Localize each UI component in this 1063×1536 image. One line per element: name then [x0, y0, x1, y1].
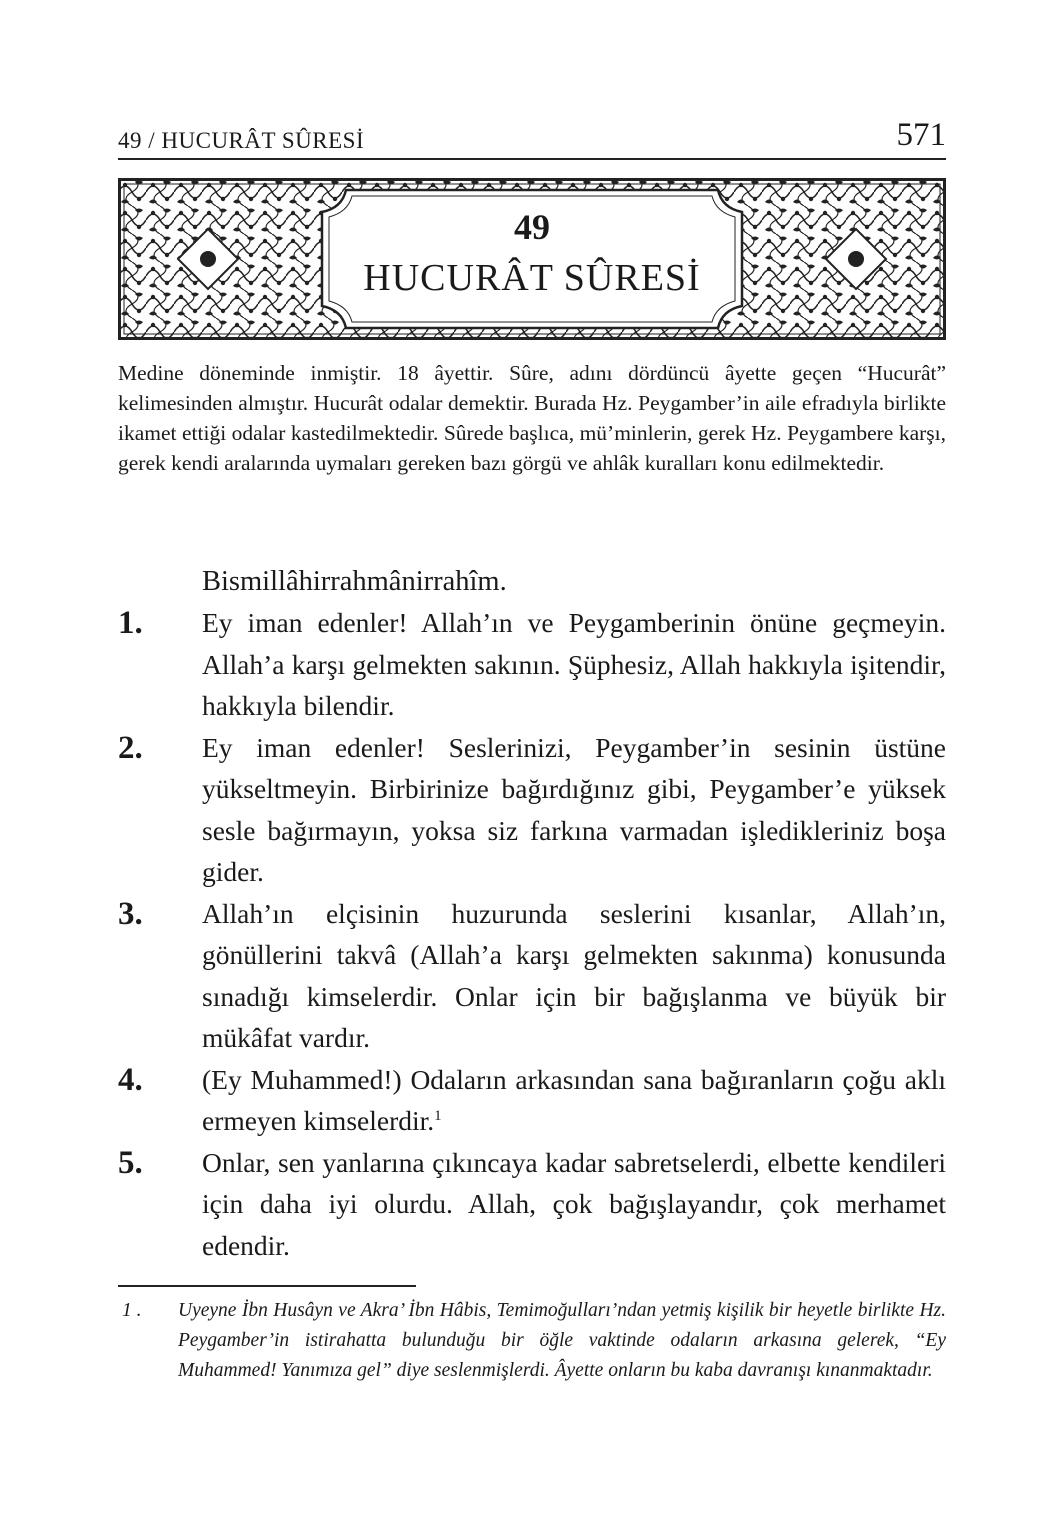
verse-4: [118, 1059, 946, 1142]
page-number: 571: [896, 117, 946, 153]
footnote-mark: 1 .: [122, 1300, 142, 1321]
footnote-reference[interactable]: 1: [434, 1107, 442, 1124]
footnote-text: Uyeyne İbn Husâyn ve Akra’ İbn Hâbis, Temimoğulları’ndan yetmiş kişilik bir heyetle birlikte Hz. Peygamber’in istirahatta bulunduğu bir öğle vaktinde odaların arkasına gelerek, “Ey Muhammed! Yanımıza gel” diye seslenmişlerdi. Âyette onların bu kaba davranışı kınanmaktadır.: [178, 1300, 946, 1381]
intro-paragraph: Medine döneminde inmiştir. 18 âyettir. Sûre, adını dördüncü âyette geçen “Hucurât” kelimesinden almıştır. Hucurât odalar demektir. Burada Hz. Peygamber’in aile efradıyla birlikte ikamet ettiği odalar kastedilmektedir. Sûrede başlıca, mü’minlerin, gerek Hz. Peygambere karşı, gerek kendi aralarında uymaları gereken bazı görgü ve ahlâk kuralları konu edilmektedir.: [118, 361, 946, 475]
running-title: 49 / HUCURÂT SÛRESİ: [118, 128, 365, 153]
footnote-divider: [118, 1285, 416, 1287]
verse-5: [118, 1142, 946, 1267]
verse-number: 4.: [118, 1061, 143, 1098]
verse-number: 5.: [118, 1144, 143, 1181]
verse-list: [118, 562, 946, 1266]
footnote: [118, 1296, 946, 1386]
verse-number: 2.: [118, 729, 143, 766]
basmala: Bismillâhirrahmânirrahîm.: [202, 566, 507, 597]
verse-1: [118, 602, 946, 727]
verse-text: Onlar, sen yanlarına çıkıncaya kadar sabretselerdi, elbette kendileri için daha iyi olurdu. Allah, çok bağışlayandır, çok merhamet edendir.: [202, 1146, 946, 1261]
verse-text: (Ey Muhammed!) Odaların arkasından sana bağıranların çoğu aklı ermeyen kimselerdir.: [202, 1063, 946, 1136]
verse-text: Ey iman edenler! Seslerinizi, Peygamber’in sesinin üstüne yükseltmeyin. Birbirinize bağırdığınız gibi, Peygamber’e yüksek sesle bağırmayın, yoksa siz farkına varmadan işledikleriniz boşa gider.: [202, 731, 946, 887]
verse-2: [118, 727, 946, 893]
sura-introduction: [118, 358, 946, 478]
sura-banner: [118, 178, 946, 340]
sura-name: HUCURÂT SÛRESİ: [363, 257, 701, 299]
verse-text: Ey iman edenler! Allah’ın ve Peygamberinin önüne geçmeyin. Allah’a karşı gelmekten sakının. Şüphesiz, Allah hakkıyla işitendir, hakkıyla bilendir.: [202, 607, 946, 721]
running-head: [118, 112, 946, 160]
verse-3: [118, 893, 946, 1059]
verse-number: 3.: [118, 895, 143, 932]
verse-text-container: [202, 1059, 946, 1142]
verse-text: Allah’ın elçisinin huzurunda seslerini kısanlar, Allah’ın, gönüllerini takvâ (Allah’a karşı gelmekten sakınma) konusunda sınadığı kimselerdir. Onlar için bir bağışlanma ve büyük bir mükâfat vardır.: [202, 897, 946, 1053]
sura-number: 49: [514, 207, 550, 247]
verse-number: 1.: [118, 605, 143, 641]
